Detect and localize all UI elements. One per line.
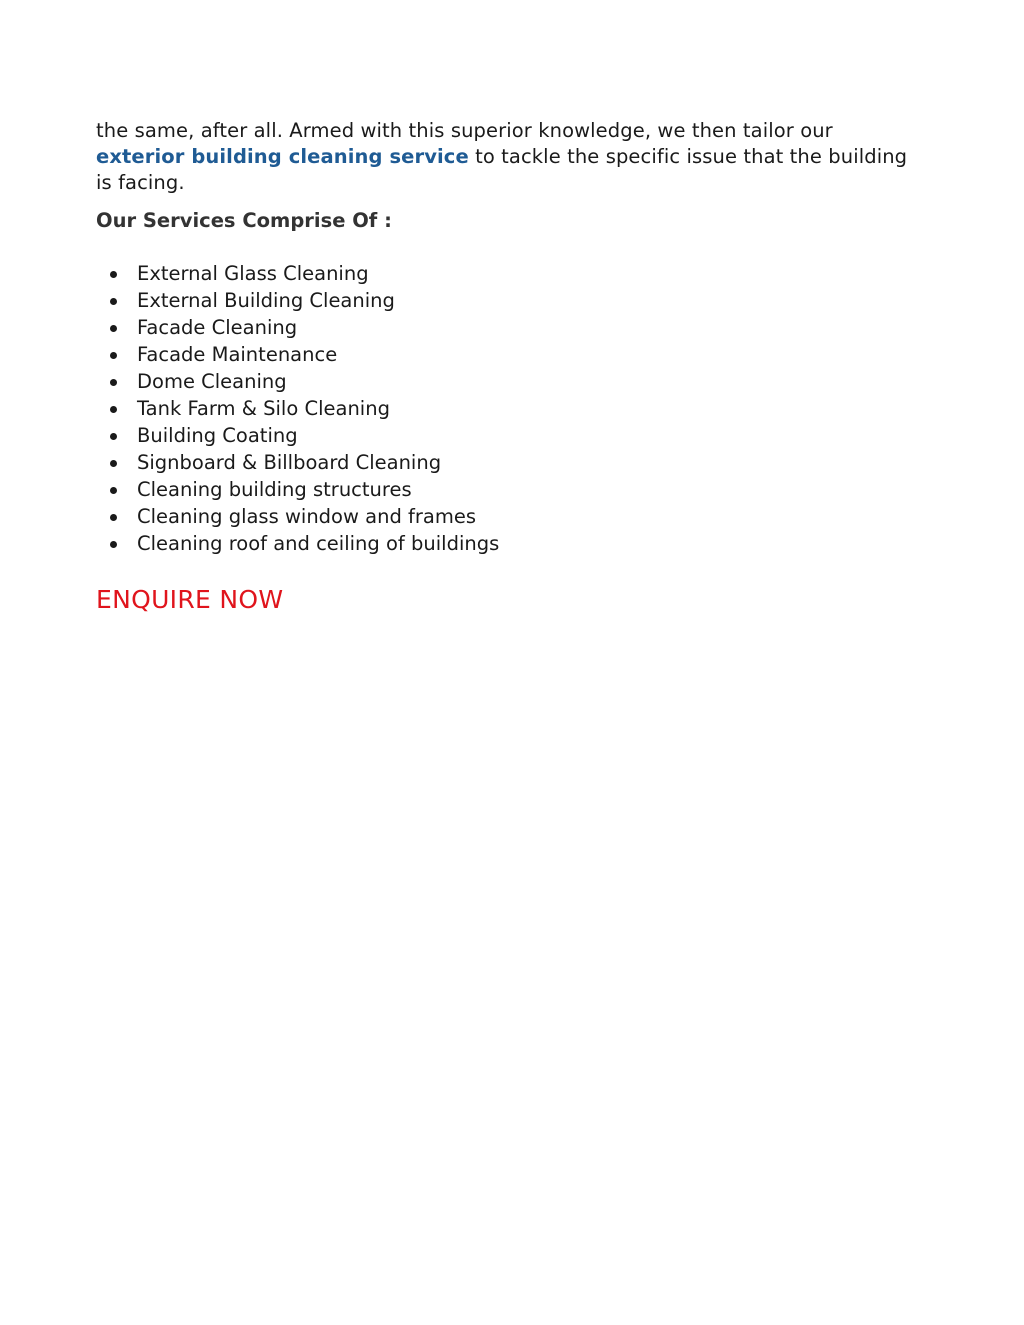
bullet-icon (110, 406, 117, 413)
list-item (96, 422, 926, 449)
list-item (96, 449, 926, 476)
list-item (96, 530, 926, 557)
bullet-icon (110, 487, 117, 494)
intro-text-after: to tackle the specific issue that the building is facing. (96, 145, 908, 194)
list-item (96, 476, 926, 503)
list-item (96, 395, 926, 422)
bullet-icon (110, 298, 117, 305)
list-item (96, 314, 926, 341)
services-list (96, 260, 926, 557)
service-label: External Glass Cleaning (137, 262, 369, 285)
exterior-building-cleaning-link[interactable]: exterior building cleaning service (96, 145, 469, 168)
service-label: Facade Maintenance (137, 343, 338, 366)
bullet-icon (110, 379, 117, 386)
bullet-icon (110, 271, 117, 278)
service-label: Building Coating (137, 424, 298, 447)
bullet-icon (110, 352, 117, 359)
service-label: External Building Cleaning (137, 289, 395, 312)
list-item (96, 341, 926, 368)
services-heading: Our Services Comprise Of : (96, 209, 392, 232)
bullet-icon (110, 433, 117, 440)
service-label: Tank Farm & Silo Cleaning (137, 397, 390, 420)
document-page (96, 118, 926, 615)
service-label: Dome Cleaning (137, 370, 287, 393)
service-label: Cleaning roof and ceiling of buildings (137, 532, 500, 555)
bullet-icon (110, 325, 117, 332)
service-label: Facade Cleaning (137, 316, 298, 339)
bullet-icon (110, 541, 117, 548)
list-item (96, 368, 926, 395)
bullet-icon (110, 460, 117, 467)
list-item (96, 287, 926, 314)
list-item (96, 503, 926, 530)
service-label: Cleaning glass window and frames (137, 505, 477, 528)
list-item (96, 260, 926, 287)
intro-text-before: the same, after all. Armed with this superior knowledge, we then tailor our (96, 119, 833, 142)
service-label: Cleaning building structures (137, 478, 412, 501)
bullet-icon (110, 514, 117, 521)
service-label: Signboard & Billboard Cleaning (137, 451, 442, 474)
enquire-now-link[interactable]: ENQUIRE NOW (96, 585, 284, 614)
intro-paragraph (96, 118, 926, 196)
